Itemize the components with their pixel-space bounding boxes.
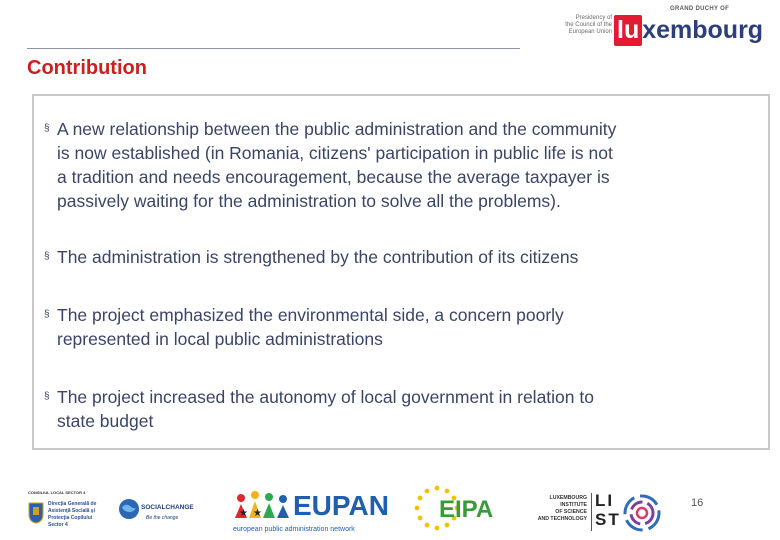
list-mark — [595, 491, 621, 529]
social-change-logo — [118, 496, 203, 532]
slide-title: Contribution — [27, 57, 147, 79]
sector4-text — [48, 501, 96, 529]
list-mark-line: LI — [595, 491, 615, 510]
bullet-marker: § — [44, 123, 50, 134]
bullet-line: a tradition and needs encouragement, because the average taxpayer is — [57, 167, 610, 187]
bullet-line: The administration is strengthened by the contribution of its citizens — [57, 247, 579, 267]
eupan-logo — [233, 486, 389, 536]
list-text — [532, 495, 587, 523]
svg-text:★: ★ — [239, 508, 248, 519]
luxembourg-presidency-logo — [552, 6, 767, 48]
bullet-text — [57, 303, 757, 351]
list-text-line: INSTITUTE — [560, 502, 587, 508]
eupan-subtitle: european public administration network — [233, 526, 355, 533]
eipa-logo — [412, 484, 502, 536]
svg-text:★: ★ — [253, 508, 262, 519]
sector4-logo — [28, 490, 116, 538]
page-number: 16 — [691, 497, 704, 509]
presidency-line-2: the Council of the — [565, 22, 612, 28]
presidency-text — [552, 15, 612, 36]
wordmark-red: lu — [614, 15, 642, 46]
eipa-wordmark: EIPA — [439, 496, 494, 523]
content-box — [32, 94, 770, 450]
list-mark-line: ST — [595, 510, 621, 529]
grand-duchy-text: GRAND DUCHY OF — [670, 6, 730, 12]
list-logo — [532, 491, 662, 535]
bullet-line: A new relationship between the public administration and the community — [57, 119, 617, 139]
bullet-line: is now established (in Romania, citizens' participation in public life is not — [57, 143, 613, 163]
bullet-line: state budget — [57, 411, 154, 431]
bullet-marker: § — [44, 391, 50, 402]
presidency-line-3: European Union — [568, 29, 612, 35]
social-change-text: SOCIALCHANGE — [141, 504, 194, 511]
presidency-line-1: Presidency of — [575, 15, 612, 21]
bullet-line: The project increased the autonomy of local government in relation to — [57, 387, 594, 407]
wordmark-blue: xembourg — [642, 15, 764, 44]
bullet-text — [57, 385, 757, 433]
bullet-line: passively waiting for the administration to solve all the problems). — [57, 191, 561, 211]
bullet-line: The project emphasized the environmental side, a concern poorly — [57, 305, 564, 325]
sector4-line: Sector 4 — [48, 522, 68, 528]
sector4-heading: CONSILIUL LOCAL SECTOR 4 — [28, 490, 86, 495]
people-stars-icon — [233, 488, 291, 524]
list-text-line: OF SCIENCE — [555, 509, 587, 515]
luxembourg-wordmark — [614, 14, 763, 46]
social-change-tagline: Be the change — [146, 515, 179, 521]
list-text-line: LUXEMBOURG — [549, 495, 587, 501]
bullet-marker: § — [44, 309, 50, 320]
bullet-marker: § — [44, 251, 50, 262]
sector4-line: Protecţia Copilului — [48, 515, 93, 521]
eupan-wordmark: EUPAN — [293, 490, 389, 521]
sector4-line: Asistenţă Socială şi — [48, 508, 95, 514]
globe-icon — [118, 498, 140, 520]
bullet-text — [57, 117, 757, 213]
coat-of-arms-icon — [28, 502, 44, 524]
bullet-text — [57, 245, 757, 269]
bullet-line: represented in local public administrations — [57, 329, 383, 349]
header-rule — [27, 48, 520, 49]
list-divider — [591, 493, 592, 531]
list-circle-icon — [622, 493, 662, 533]
sector4-line: Direcţia Generală de — [48, 501, 97, 507]
list-text-line: AND TECHNOLOGY — [537, 516, 587, 522]
